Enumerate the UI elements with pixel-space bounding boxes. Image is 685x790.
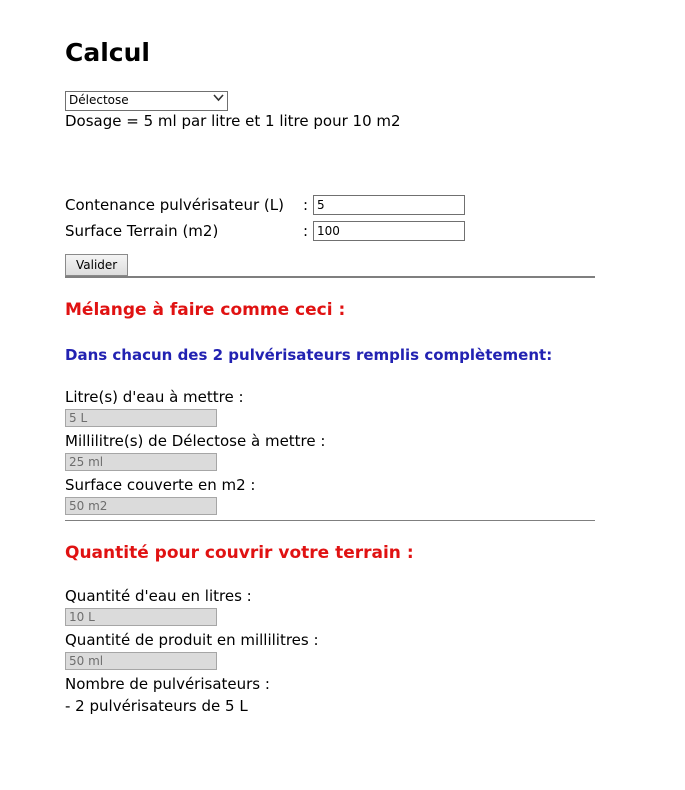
page-title: Calcul [65,38,150,67]
capacity-label: Contenance pulvérisateur (L) [65,196,284,214]
divider [65,277,595,278]
mix-section-heading: Mélange à faire comme ceci : [65,300,346,320]
surface-label: Surface Terrain (m2) [65,222,219,240]
sprayer-count-label: Nombre de pulvérisateurs : [65,675,270,693]
surface-covered-label: Surface couverte en m2 : [65,476,256,494]
product-milliliters-label: Millilitre(s) de Délectose à mettre : [65,432,326,450]
capacity-input[interactable] [313,195,465,215]
form-row-capacity [65,195,600,215]
valider-button[interactable]: Valider [65,254,128,276]
surface-covered-output [65,497,217,515]
product-milliliters-output [65,453,217,471]
total-water-output [65,608,217,626]
product-select-wrap [65,89,228,109]
surface-input[interactable] [313,221,465,241]
mix-output-fields [65,388,600,515]
total-product-output [65,652,217,670]
capacity-colon: : [303,196,309,214]
dosage-info-text: Dosage = 5 ml par litre et 1 litre pour 10 m2 [65,112,401,130]
total-product-label: Quantité de produit en millilitres : [65,631,319,649]
quantity-section-heading: Quantité pour couvrir votre terrain : [65,543,414,563]
quantity-output-fields [65,587,600,715]
water-liters-label: Litre(s) d'eau à mettre : [65,388,244,406]
water-liters-output [65,409,217,427]
total-water-label: Quantité d'eau en litres : [65,587,252,605]
product-select[interactable] [65,91,228,111]
form-row-surface [65,221,600,241]
mix-section-subheading: Dans chacun des 2 pulvérisateurs remplis complètement: [65,346,553,364]
sprayer-count-detail: - 2 pulvérisateurs de 5 L [65,697,248,715]
surface-colon: : [303,222,309,240]
divider [65,520,595,521]
input-form [65,195,600,276]
